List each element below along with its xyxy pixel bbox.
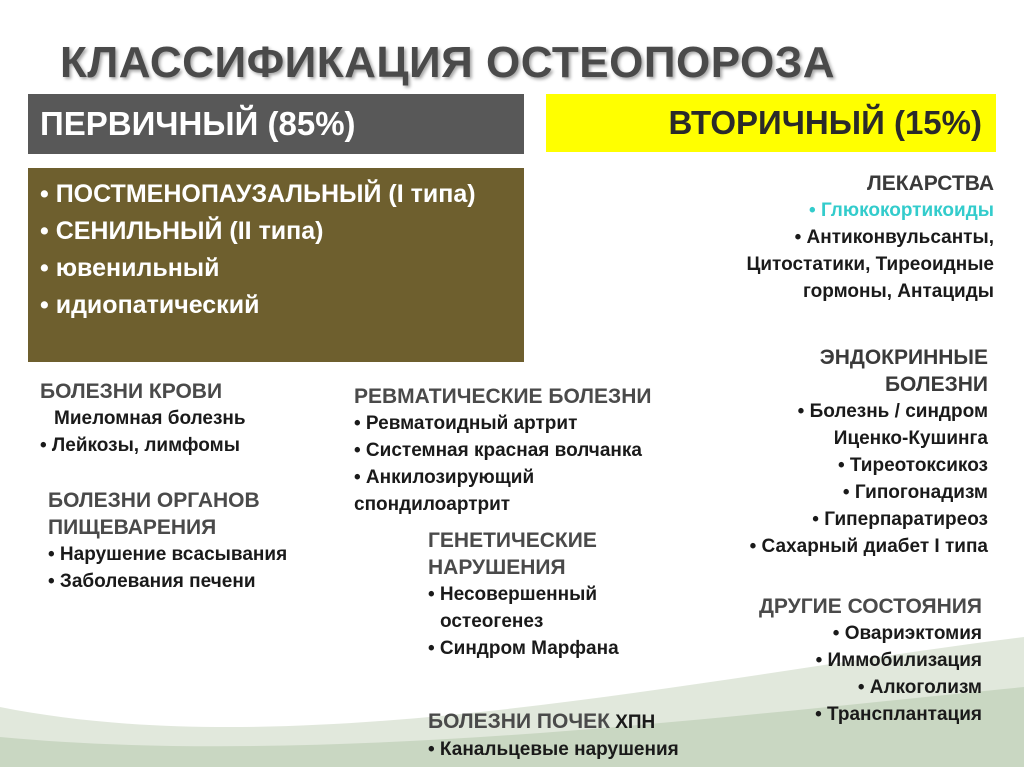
kidney-section <box>428 708 679 763</box>
other-conditions-section <box>759 593 982 728</box>
list-item: • СЕНИЛЬНЫЙ (II типа) <box>40 217 324 245</box>
section-title: НАРУШЕНИЯ <box>428 556 566 579</box>
list-item: Иценко-Кушинга <box>833 428 988 449</box>
list-item: спондилоартрит <box>354 494 511 515</box>
section-title-suffix: ХПН <box>615 712 656 733</box>
list-item: • Ревматоидный артрит <box>354 413 578 434</box>
page-title: КЛАССИФИКАЦИЯ ОСТЕОПОРОЗА <box>60 38 836 87</box>
section-title: БОЛЕЗНИ ПОЧЕК <box>428 710 610 733</box>
section-title: РЕВМАТИЧЕСКИЕ БОЛЕЗНИ <box>354 385 652 408</box>
secondary-header: ВТОРИЧНЫЙ (15%) <box>546 94 996 152</box>
endocrine-section <box>750 344 988 560</box>
list-item: • Иммобилизация <box>815 650 982 671</box>
list-item: остеогенез <box>440 611 544 632</box>
list-item: • Гипогонадизм <box>842 482 988 503</box>
list-item: • Нарушение всасывания <box>48 544 288 565</box>
list-item: Миеломная болезнь <box>54 408 246 429</box>
section-title: БОЛЕЗНИ КРОВИ <box>40 380 223 403</box>
section-title: БОЛЕЗНИ <box>884 373 988 396</box>
list-item: • идиопатический <box>40 291 260 319</box>
section-title: БОЛЕЗНИ ОРГАНОВ <box>48 489 260 512</box>
primary-types-box <box>28 168 524 362</box>
section-title: ЛЕКАРСТВА <box>867 172 994 195</box>
list-item: • Тиреотоксикоз <box>837 455 988 476</box>
primary-header: ПЕРВИЧНЫЙ (85%) <box>28 94 524 154</box>
section-title: ГЕНЕТИЧЕСКИЕ <box>428 529 597 552</box>
list-item: • ювенильный <box>40 254 220 282</box>
section-title: ПИЩЕВАРЕНИЯ <box>48 516 217 539</box>
rheumatic-section <box>354 383 651 518</box>
drugs-section <box>747 170 995 305</box>
list-item: • Антиконвульсанты, <box>794 227 994 248</box>
list-item: • Канальцевые нарушения <box>428 739 679 760</box>
blood-section <box>40 378 246 459</box>
list-item: • Системная красная волчанка <box>354 440 642 461</box>
list-item: • Гиперпаратиреоз <box>812 509 988 530</box>
list-item-highlight: • Глюкокортикоиды <box>809 200 994 221</box>
list-item: • Овариэктомия <box>832 623 982 644</box>
list-item: • Трансплантация <box>815 704 982 725</box>
list-item: • Лейкозы, лимфомы <box>40 435 240 456</box>
list-item: • Несовершенный <box>428 584 598 605</box>
list-item: • ПОСТМЕНОПАУЗАЛЬНЫЙ (I типа) <box>40 180 476 208</box>
list-item: • Синдром Марфана <box>428 638 619 659</box>
list-item: • Сахарный диабет I типа <box>749 536 988 557</box>
list-item: гормоны, Антациды <box>802 281 994 302</box>
section-title: ДРУГИЕ СОСТОЯНИЯ <box>758 595 982 618</box>
list-item: • Заболевания печени <box>48 571 256 592</box>
genetic-section <box>428 527 619 662</box>
list-item: • Алкоголизм <box>857 677 982 698</box>
list-item: Цитостатики, Тиреоидные <box>746 254 994 275</box>
digestive-section <box>48 487 287 595</box>
list-item: • Анкилозирующий <box>354 467 535 488</box>
list-item: • Болезнь / синдром <box>797 401 988 422</box>
section-title: ЭНДОКРИННЫЕ <box>819 346 988 369</box>
